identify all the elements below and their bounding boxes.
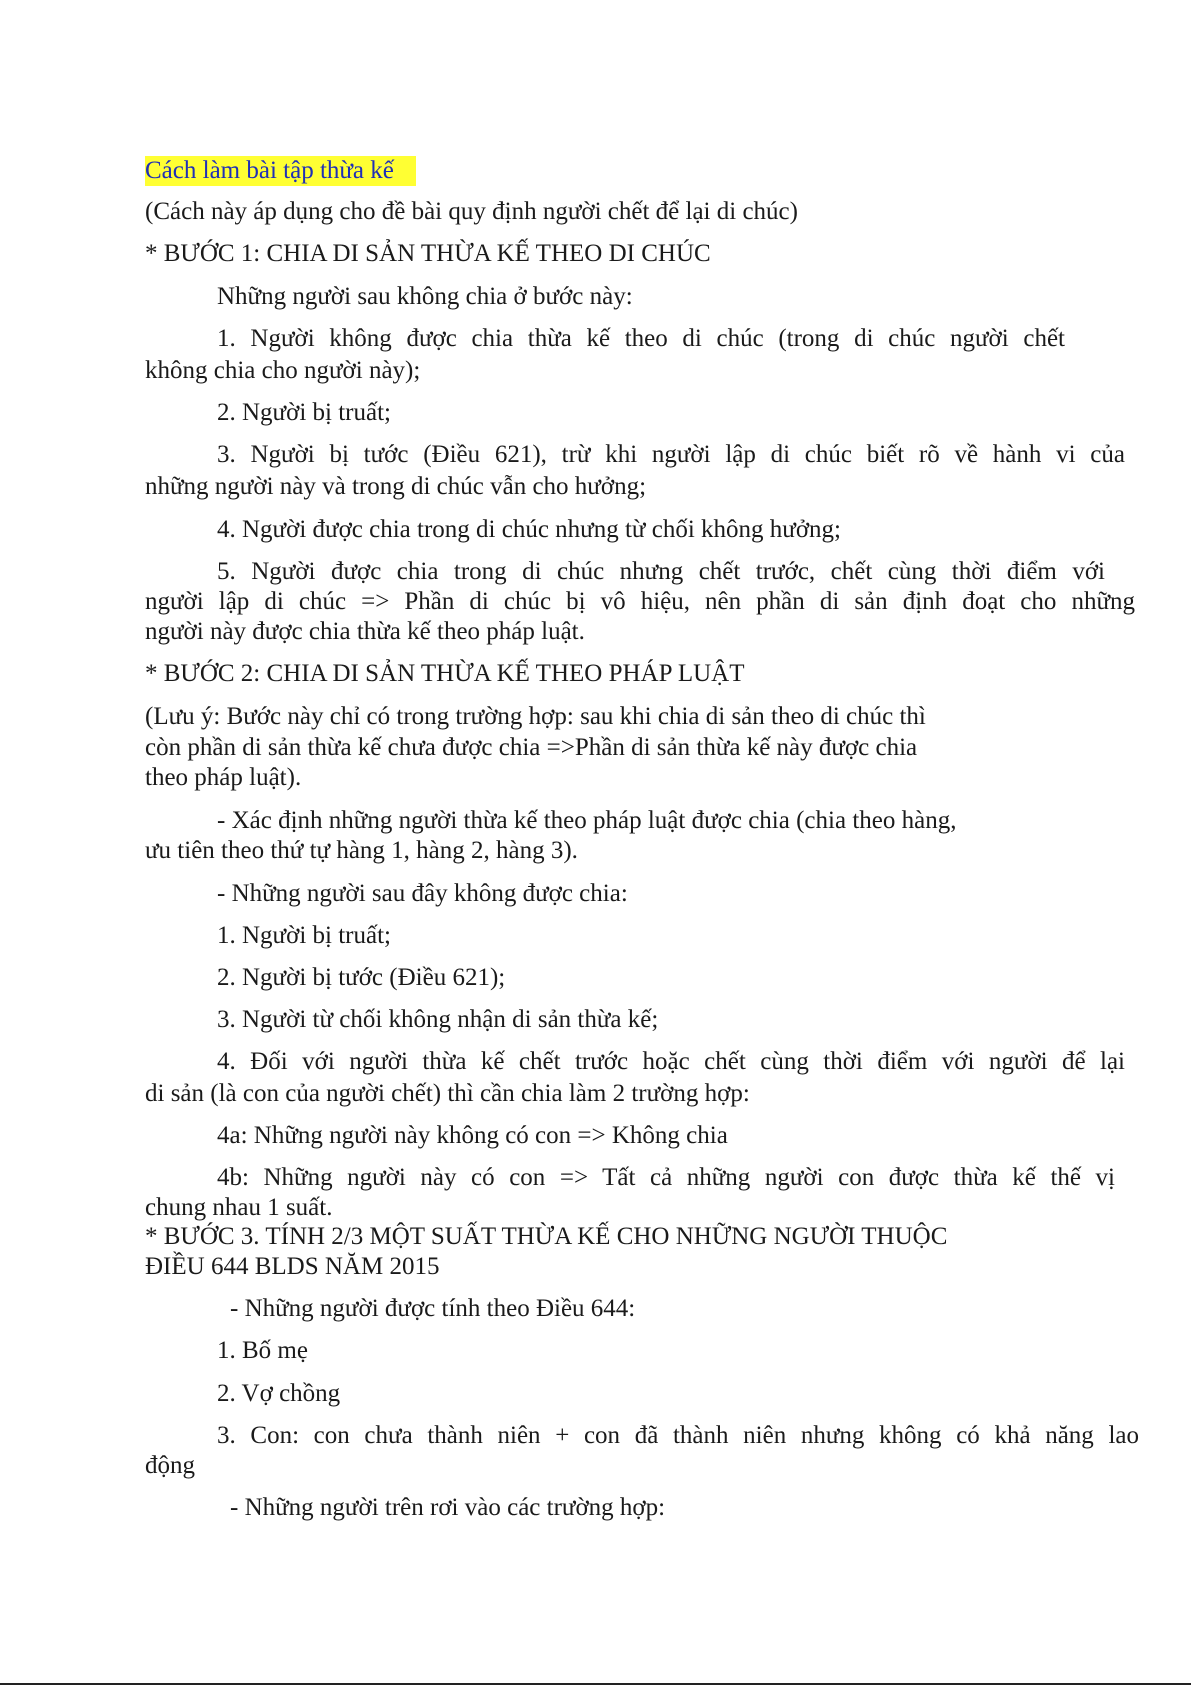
step3-heading-line2: ĐIỀU 644 BLDS NĂM 2015 xyxy=(145,1253,440,1280)
step3-item1: 1. Bố mẹ xyxy=(217,1337,308,1364)
step1-item5-line3: người này được chia thừa kế theo pháp luật. xyxy=(145,618,585,645)
step2-note-line2: còn phần di sản thừa kế chưa được chia =>Phần di sản thừa kế này được chia xyxy=(145,734,918,761)
step2-item1: 1. Người bị truất; xyxy=(217,922,391,949)
step2-excluded-intro: - Những người sau đây không được chia: xyxy=(217,880,628,907)
step1-item1-line2: không chia cho người này); xyxy=(145,357,421,384)
step2-item4-line1: 4. Đối với người thừa kế chết trước hoặc chết cùng thời điểm với người để lại xyxy=(217,1048,1125,1075)
document-title: Cách làm bài tập thừa kế xyxy=(145,156,416,186)
step3-item3-line1: 3. Con: con chưa thành niên + con đã thành niên nhưng không có khả năng lao xyxy=(217,1422,1139,1449)
step3-item2: 2. Vợ chồng xyxy=(217,1380,341,1407)
step2-item4a: 4a: Những người này không có con => Không chia xyxy=(217,1122,728,1149)
step1-item3-line1: 3. Người bị tước (Điều 621), trừ khi người lập di chúc biết rõ về hành vi của xyxy=(217,441,1125,468)
step2-determine-line1: - Xác định những người thừa kế theo pháp luật được chia (chia theo hàng, xyxy=(217,807,957,834)
step2-item4-line2: di sản (là con của người chết) thì cần chia làm 2 trường hợp: xyxy=(145,1080,750,1107)
step3-counted-intro: - Những người được tính theo Điều 644: xyxy=(230,1295,636,1322)
step1-intro: Những người sau không chia ở bước này: xyxy=(217,283,633,310)
step1-item3-line2: những người này và trong di chúc vẫn cho hưởng; xyxy=(145,473,647,500)
step1-item5-line1: 5. Người được chia trong di chúc nhưng chết trước, chết cùng thời điểm với xyxy=(217,558,1105,585)
subtitle: (Cách này áp dụng cho đề bài quy định người chết để lại di chúc) xyxy=(145,198,798,225)
step2-item2: 2. Người bị tước (Điều 621); xyxy=(217,964,506,991)
step1-heading: * BƯỚC 1: CHIA DI SẢN THỪA KẾ THEO DI CHÚC xyxy=(145,240,711,267)
step1-item2: 2. Người bị truất; xyxy=(217,399,391,426)
step1-item5-line2: người lập di chúc => Phần di chúc bị vô hiệu, nên phần di sản định đoạt cho những xyxy=(145,588,1135,615)
step1-item4: 4. Người được chia trong di chúc nhưng từ chối không hưởng; xyxy=(217,516,841,543)
step3-cases-intro: - Những người trên rơi vào các trường hợp: xyxy=(230,1494,666,1521)
step2-note-line3: theo pháp luật). xyxy=(145,764,302,791)
step2-item3: 3. Người từ chối không nhận di sản thừa kế; xyxy=(217,1006,659,1033)
step2-heading: * BƯỚC 2: CHIA DI SẢN THỪA KẾ THEO PHÁP LUẬT xyxy=(145,660,745,687)
step3-item3-line2: động xyxy=(145,1452,195,1479)
step2-item4b-line2: chung nhau 1 suất. xyxy=(145,1194,333,1221)
step3-heading-line1: * BƯỚC 3. TÍNH 2/3 MỘT SUẤT THỪA KẾ CHO NHỮNG NGƯỜI THUỘC xyxy=(145,1223,948,1250)
step1-item1-line1: 1. Người không được chia thừa kế theo di chúc (trong di chúc người chết xyxy=(217,325,1065,352)
step2-item4b-line1: 4b: Những người này có con => Tất cả những người con được thừa kế thế vị xyxy=(217,1164,1115,1191)
step2-determine-line2: ưu tiên theo thứ tự hàng 1, hàng 2, hàng 3). xyxy=(145,837,578,864)
step2-note-line1: (Lưu ý: Bước này chỉ có trong trường hợp: sau khi chia di sản theo di chúc thì xyxy=(145,703,926,730)
